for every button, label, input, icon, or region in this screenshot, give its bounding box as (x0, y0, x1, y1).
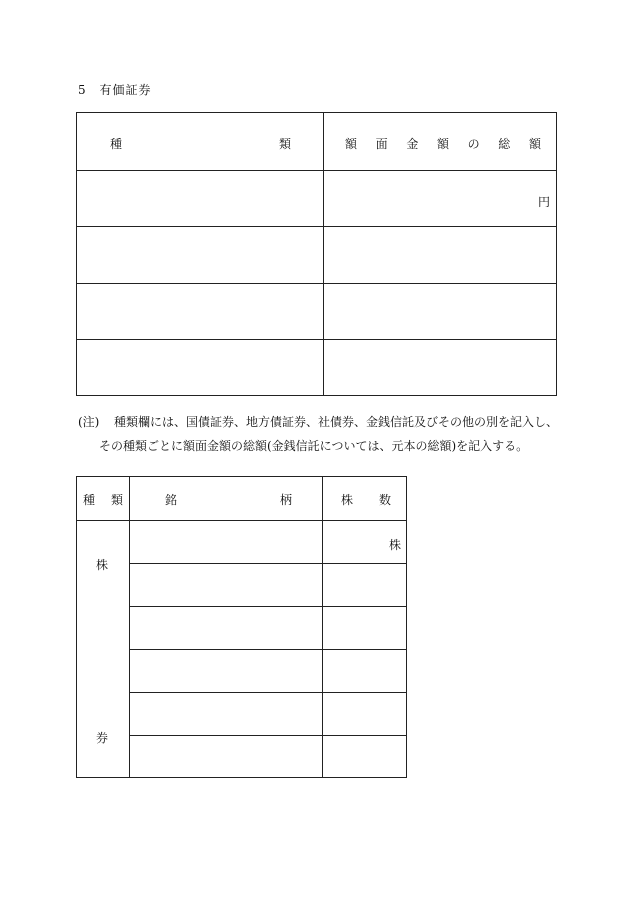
note-text-1: 種類欄には、国債証券、地方債証券、社債券、金銭信託及びその他の別を記入し、 (114, 415, 559, 429)
note (78, 410, 558, 458)
note-line-1 (78, 410, 558, 434)
kind-label-bottom: 券 (96, 731, 109, 745)
header-amount-char: 額 (345, 137, 358, 151)
unit-shares: 株 (388, 538, 401, 552)
header-amount-char: の (467, 137, 480, 151)
row-divider (77, 339, 556, 340)
kind-label-top: 株 (96, 558, 109, 572)
stocks-table (76, 476, 407, 778)
header-amount-char: 面 (375, 137, 388, 151)
row-divider (129, 563, 406, 564)
header-amount-char: 総 (498, 137, 511, 151)
header-kind (83, 491, 123, 508)
header-shares-char: 株 (341, 493, 354, 507)
header-amount-char: 額 (436, 137, 449, 151)
header-shares (341, 491, 391, 508)
header-kind-char: 類 (110, 493, 123, 507)
header-brand-char-2: 柄 (280, 493, 293, 507)
header-amount-char: 金 (406, 137, 419, 151)
row-divider (77, 283, 556, 284)
column-divider (323, 113, 324, 395)
row-divider (77, 170, 556, 171)
row-divider (77, 226, 556, 227)
header-amount-char: 額 (528, 137, 541, 151)
header-face-amount-total (345, 135, 541, 152)
section-number: 5 (78, 83, 87, 97)
column-divider (129, 477, 130, 777)
securities-table (76, 112, 557, 396)
column-divider (322, 477, 323, 777)
section-title: 有価証券 (99, 83, 152, 97)
row-divider (129, 692, 406, 693)
note-mark: (注) (78, 415, 100, 429)
header-kind-char-1: 種 (110, 137, 123, 151)
header-shares-char: 数 (378, 493, 391, 507)
header-divider (77, 520, 406, 521)
note-line-2: その種類ごとに額面金額の総額(金銭信託については、元本の総額)を記入する。 (99, 439, 529, 453)
row-divider (129, 735, 406, 736)
header-kind-char: 種 (83, 493, 96, 507)
header-brand-char-1: 銘 (165, 493, 178, 507)
section-heading (78, 81, 151, 98)
header-kind-char-2: 類 (279, 137, 292, 151)
row-divider (129, 606, 406, 607)
row-divider (129, 649, 406, 650)
unit-yen: 円 (537, 195, 550, 209)
